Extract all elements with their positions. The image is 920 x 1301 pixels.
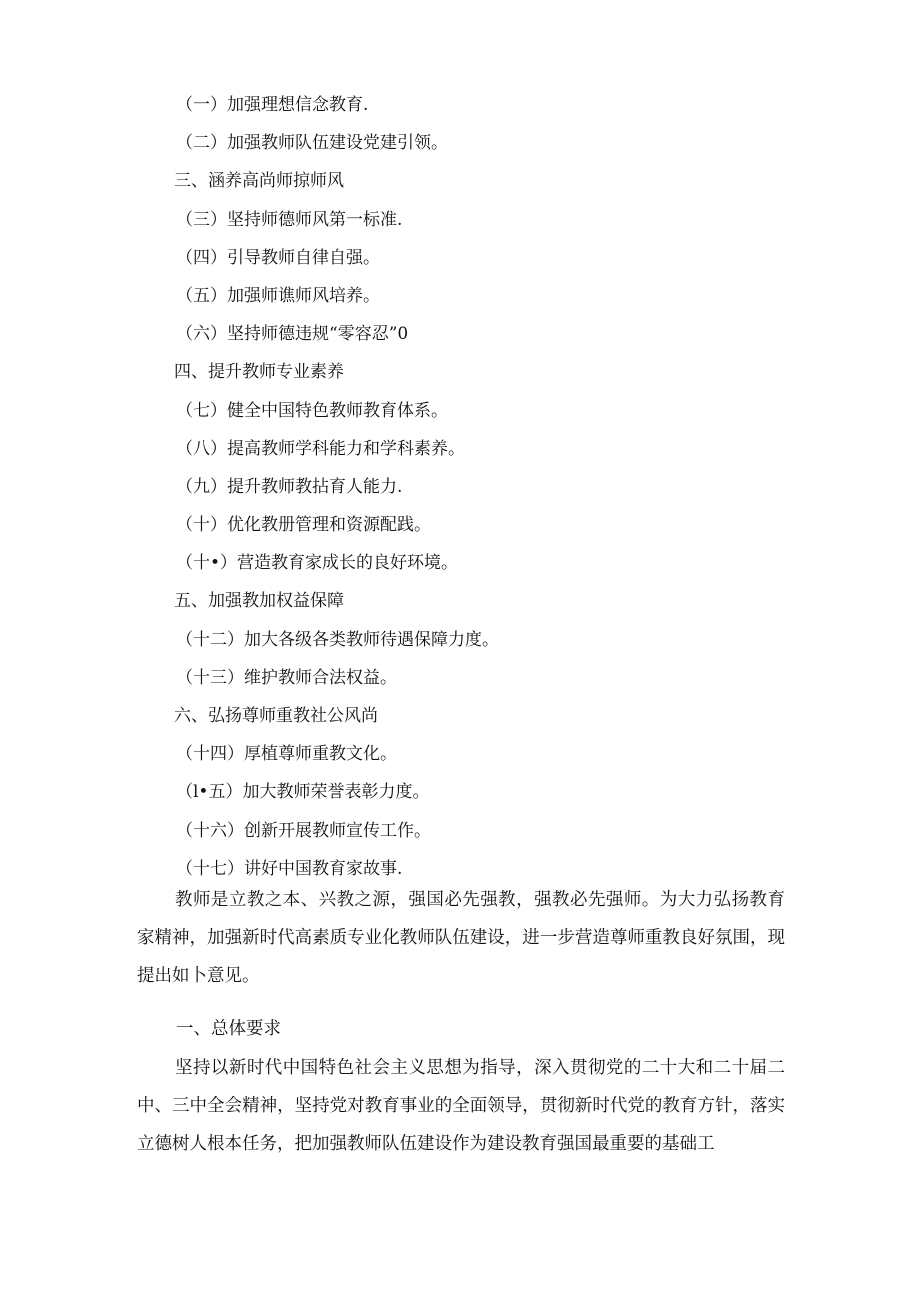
outline-list <box>0 86 920 888</box>
outline-item: （十三）维护教师合法权益。 <box>176 667 397 688</box>
outline-item: （十六）创新开展教师宣传工作。 <box>176 820 431 841</box>
outline-item: （三）坚持师德师风第一标准. <box>176 209 403 230</box>
outline-item: （十七）讲好中国教育家故事. <box>176 858 403 879</box>
section-title: 一、总体要求 <box>176 1019 281 1039</box>
outline-item: （十•）营造教育家成长的良好环境。 <box>176 553 459 574</box>
requirements-paragraph: 坚持以新时代中国特色社会主义思想为指导，深入贯彻党的二十大和二十届二中、三中全会精神，坚持党对教育事业的全面领导，贯彻新时代党的教育方针，落实立德树人根本任务，把加强教师队伍建设作为建设教育强国最重要的基础工 <box>137 1058 785 1154</box>
outline-item: （九）提升教师教拈育人能力. <box>176 476 403 497</box>
outline-item: （l•五）加大教师荣誉表彰力度。 <box>176 782 430 803</box>
outline-item: （八）提高教师学科能力和学科素养。 <box>176 438 465 459</box>
outline-heading: 五、加强教加权益保障 <box>174 591 344 612</box>
outline-heading: 四、提升教师专业素养 <box>174 362 344 383</box>
outline-item: （十）优化教册管理和资源配践。 <box>176 515 431 536</box>
outline-item: （十二）加大各级各类教师待遇保障力度。 <box>176 629 499 650</box>
outline-item: （七）健全中国特色教师教育体系。 <box>176 400 448 421</box>
outline-heading: 三、涵养高尚师掠师风 <box>174 171 344 192</box>
outline-item: （四）引导教师自律自强。 <box>176 247 380 268</box>
intro-paragraph: 教师是立教之本、兴教之源，强国必先强教，强教必先强师。为大力弘扬教育家精神，加强新时代高素质专业化教师队伍建设，进一步营造尊师重教良好氛围，现提出如卜意见。 <box>137 890 785 986</box>
outline-item: （五）加强师谯师风培养。 <box>176 285 380 306</box>
outline-item: （一）加强理想信念教育. <box>176 95 369 115</box>
outline-heading: 六、弘扬尊师重教社公风尚 <box>174 706 378 726</box>
outline-item: （六）坚持师德违规“零容忍”0 <box>176 324 409 345</box>
outline-item: （十四）厚植尊师重教文化。 <box>176 744 397 765</box>
outline-item: （二）加强教师队伍建设党建引领。 <box>176 133 448 154</box>
